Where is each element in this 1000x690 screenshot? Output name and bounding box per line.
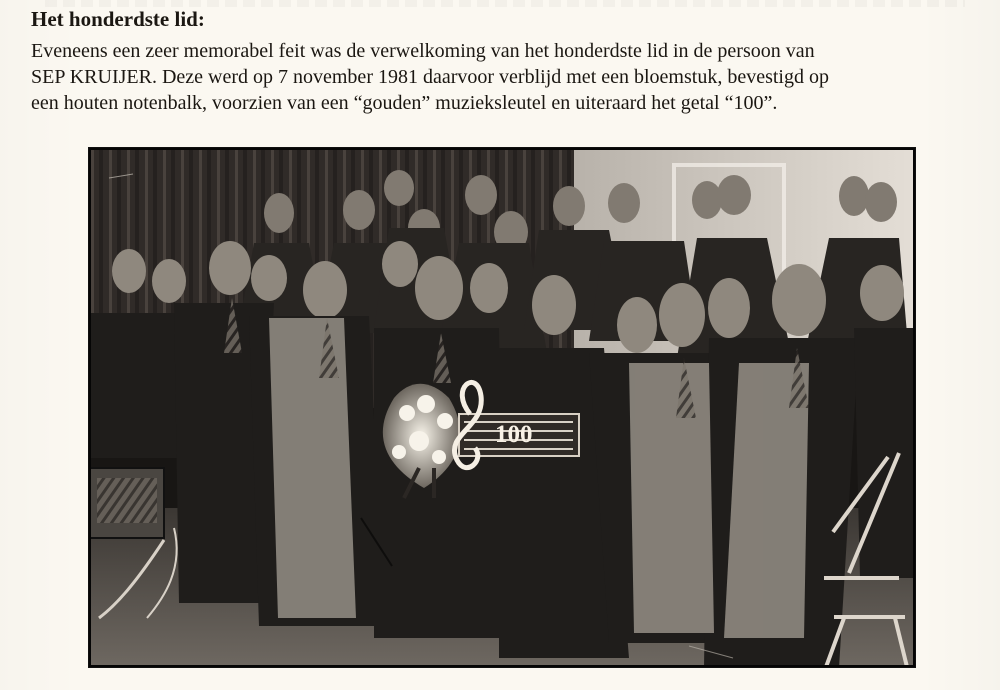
section-heading: Het honderdste lid: [31, 7, 205, 31]
article-paragraph [31, 38, 976, 116]
ghost-text-bleed [45, 0, 965, 7]
group-photo-illustration [89, 148, 915, 667]
paragraph-line-3: een houten notenbalk, voorzien van een “gouden” muzieksleutel en uiteraard het getal “100”. [31, 92, 778, 114]
paragraph-line-1: Eveneens een zeer memorabel feit was de verwelkoming van het honderdste lid in de persoon van [31, 40, 815, 62]
group-photograph [88, 147, 916, 668]
plaque-number: 100 [495, 421, 533, 448]
paragraph-line-2: SEP KRUIJER. Deze werd op 7 november 1981 daarvoor verblijd met een bloemstuk, bevestigd op [31, 66, 829, 88]
